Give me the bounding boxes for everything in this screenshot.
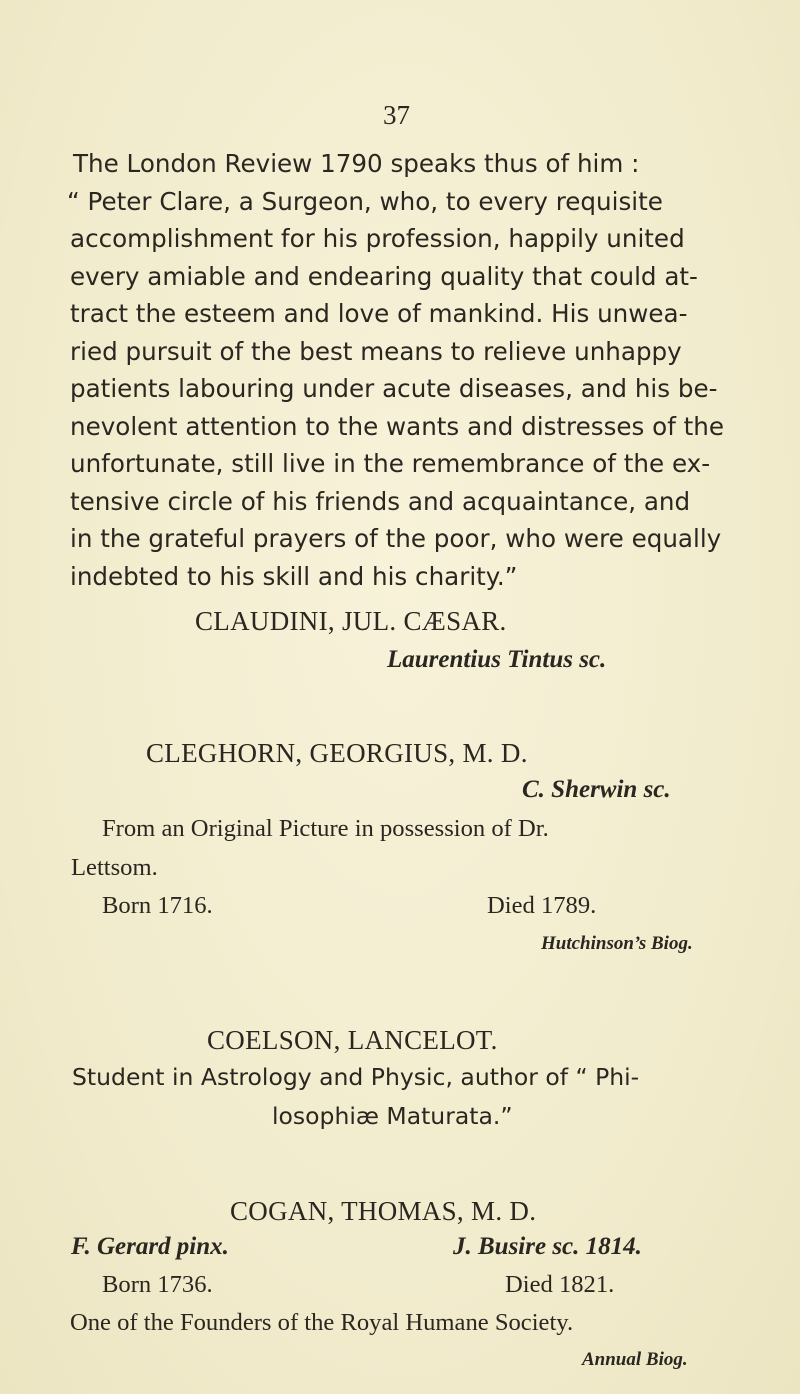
coelson-heading: COELSON, LANCELOT. xyxy=(207,1025,498,1055)
cogan-source: Annual Biog. xyxy=(582,1349,688,1370)
claudini-heading: CLAUDINI, JUL. CÆSAR. xyxy=(195,606,507,636)
coelson-note: Student in Astrology and Physic, author of “ Phi- xyxy=(72,1063,640,1091)
cleghorn-died: Died 1789. xyxy=(487,892,597,919)
review-line: The London Review 1790 speaks thus of him : xyxy=(73,149,640,178)
review-line: indebted to his skill and his charity.” xyxy=(70,561,518,591)
cogan-engraver: J. Busire sc. 1814. xyxy=(453,1233,642,1260)
review-line: in the grateful prayers of the poor, who were equally xyxy=(70,524,722,553)
coelson-note: losophiæ Maturata.” xyxy=(272,1102,513,1130)
page-number: 37 xyxy=(383,100,410,130)
claudini-engraver: Laurentius Tintus sc. xyxy=(387,646,607,673)
review-line: accomplishment for his profession, happily united xyxy=(70,224,685,253)
review-line: ried pursuit of the best means to relieve unhappy xyxy=(70,336,682,366)
review-line: “ Peter Clare, a Surgeon, who, to every requisite xyxy=(67,186,663,216)
cogan-died: Died 1821. xyxy=(505,1271,615,1298)
review-line: every amiable and endearing quality that could at- xyxy=(70,261,698,291)
review-paragraph xyxy=(67,145,732,595)
cleghorn-born: Born 1716. xyxy=(102,892,213,919)
review-line: patients labouring under acute diseases, and his be- xyxy=(70,374,718,403)
review-line: tract the esteem and love of mankind. His unwea- xyxy=(70,299,688,328)
cogan-born: Born 1736. xyxy=(102,1271,213,1298)
cogan-note: One of the Founders of the Royal Humane Society. xyxy=(70,1309,574,1336)
cleghorn-note: Lettsom. xyxy=(71,854,158,881)
cogan-painter: F. Gerard pinx. xyxy=(71,1233,229,1260)
cleghorn-heading: CLEGHORN, GEORGIUS, M. D. xyxy=(146,738,528,768)
cleghorn-engraver: C. Sherwin sc. xyxy=(522,776,671,803)
cleghorn-source: Hutchinson’s Biog. xyxy=(541,933,693,954)
cleghorn-note: From an Original Picture in possession of Dr. xyxy=(102,815,549,842)
review-line: unfortunate, still live in the remembrance of the ex- xyxy=(70,449,711,478)
review-line: nevolent attention to the wants and distresses of the xyxy=(70,411,725,441)
review-line: tensive circle of his friends and acquaintance, and xyxy=(70,486,691,516)
cogan-heading: COGAN, THOMAS, M. D. xyxy=(230,1196,537,1226)
